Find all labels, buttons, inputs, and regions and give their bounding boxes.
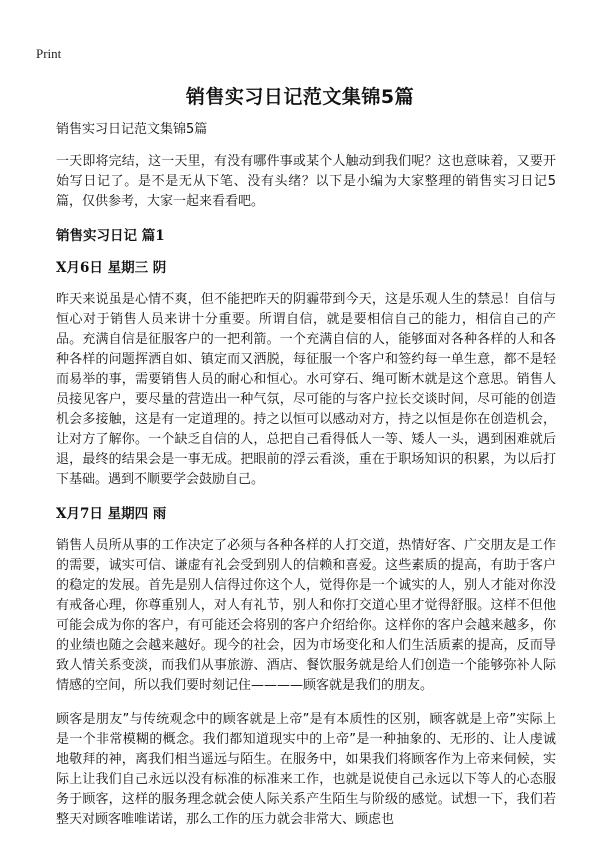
article-body: [56, 120, 556, 844]
intro-paragraph: 一天即将完结，这一天里，有没有哪件事或某个人触动到我们呢？这也意味着，又要开始写日记了。是不是无从下笔、没有头绪？以下是小编为大家整理的销售实习日记5篇，仅供参考，大家一起来看看吧。: [56, 154, 556, 209]
diary-paragraph-3: 顾客是朋友”与传统观念中的顾客就是上帝”是有本质性的区别，顾客就是上帝”实际上是一个非常模糊的概念。我们都知道现实中的上帝”是一种抽象的、无形的、让人虔诚地敬拜的神，离我们相当遥远与陌生。在服务中，如果我们将顾客作为上帝来伺候，实际上让我们自己永远以没有标准的标准来工作，也就是说使自己永远以下等人的心态服务于顾客，这样的服务理念就会使人际关系产生陌生与阶级的感觉。试想一下，我们若整天对顾客唯唯诺诺，那么工作的压力就会非常大、顾虑也: [56, 712, 556, 827]
diary-date-heading-2: X月7日 星期四 雨: [56, 506, 167, 522]
section-heading-1: 销售实习日记 篇1: [56, 228, 165, 244]
page-title: 销售实习日记范文集锦5篇: [185, 86, 415, 108]
diary-paragraph-1: 昨天来说虽是心情不爽，但不能把昨天的阴霾带到今天，这是乐观人生的禁忌！自信与恒心对于销售人员来讲十分重要。所谓自信，就是要相信自己的能力，相信自己的产品。充满自信是征服客户的一把利箭。一个充满自信的人，能够面对各种各样的人和各种各样的问题挥洒自如、镇定而又洒脱，每征服一个客户和签约每一单生意，都不是轻而易举的事，需要销售人员的耐心和恒心。水可穿石、绳可断木就是这个意思。销售人员接见客户，要尽量的营造出一种气氛，尽可能的与客户拉长交谈时间，尽可能的创造机会多接触，这是有一定道理的。持之以恒可以感动对方，持之以恒是你在创造机会，让对方了解你。一个缺乏自信的人，总把自己看得低人一等、矮人一头，遇到困难就后退，最终的结果会是一事无成。把眼前的浮云看淡，重在于职场知识的积累，为以后打下基础。遇到不顺要学会鼓励自己。: [56, 292, 556, 487]
diary-date-heading-1: X月6日 星期三 阴: [56, 260, 167, 276]
print-link[interactable]: Print: [36, 46, 62, 61]
article-subtitle: 销售实习日记范文集锦5篇: [56, 122, 208, 137]
diary-paragraph-2: 销售人员所从事的工作决定了必须与各种各样的人打交道，热情好客、广交朋友是工作的需要，诚实可信、谦虚有礼会受到别人的信赖和喜爱。这些素质的提高，有助于客户的稳定的发展。首先是别人信得过你这个人，觉得你是一个诚实的人，别人才能对你没有戒备心理，你尊重别人，对人有礼节，别人和你打交道心里才觉得舒服。这样不但他可能会成为你的客户，有可能还会将别的客户介绍给你。这样你的客户会越来越多，你的业绩也随之会越来越好。现今的社会，因为市场变化和人们生活质素的提高，反而导致人情关系变淡，而我们从事旅游、酒店、餐饮服务就是给人们创造一个能够弥补人际情感的空间，所以我们要时刻记住————顾客就是我们的朋友。: [56, 538, 556, 693]
